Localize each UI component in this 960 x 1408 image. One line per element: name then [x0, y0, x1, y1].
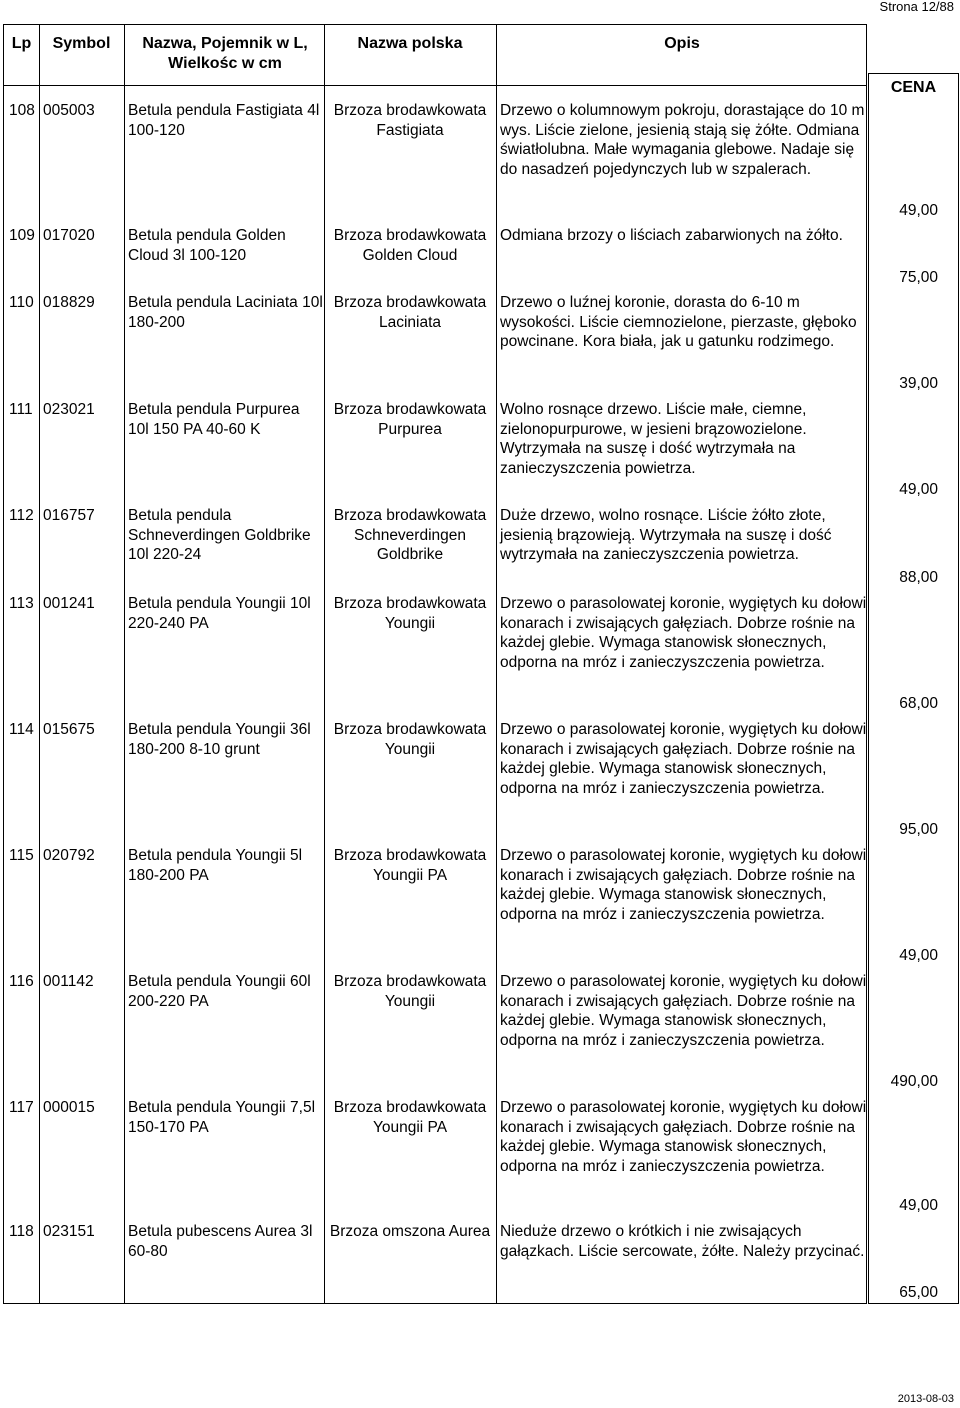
price-value: 65,00 [899, 1284, 938, 1301]
symbol-cell: 001142 [43, 973, 94, 990]
price-value: 68,00 [899, 695, 938, 712]
column-divider [124, 25, 125, 1303]
lp-cell: 117 [9, 1099, 34, 1116]
symbol-cell: 015675 [43, 721, 95, 738]
name-cell: Betula pendula Golden Cloud 3l 100-120 [128, 227, 286, 264]
polish-name-cell: Brzoza brodawkowata Youngii [333, 721, 487, 758]
polish-name-cell: Brzoza brodawkowata Youngii [333, 973, 487, 1010]
header-divider [4, 85, 866, 86]
lp-cell: 112 [9, 507, 34, 524]
header-nazwa: Nazwa, Pojemnik w L, Wielkośc w cm [142, 35, 308, 72]
page-number: Strona 12/88 [879, 0, 954, 14]
description-cell: Drzewo o kolumnowym pokroju, dorastające do 10 m wys. Liście zielone, jesienią stają się żółte. Odmiana światłolubna. Małe wymagania glebowe. Nadaje się do nasadzeń pojedynczych lub w szpalerach. [500, 102, 865, 178]
name-cell: Betula pendula Fastigiata 4l 100-120 [128, 102, 320, 139]
header-cena: CENA [890, 79, 937, 96]
name-cell: Betula pendula Youngii 7,5l 150-170 PA [128, 1099, 316, 1136]
symbol-cell: 005003 [43, 102, 95, 119]
column-divider [496, 25, 497, 1303]
price-value: 75,00 [899, 269, 938, 286]
price-value: 49,00 [899, 202, 938, 219]
polish-name-cell: Brzoza brodawkowata Purpurea [333, 401, 487, 438]
description-cell: Nieduże drzewo o krótkich i nie zwisających gałązkach. Liście sercowate, żółte. Należy przycinać. [500, 1223, 865, 1260]
description-cell: Drzewo o parasolowatej koronie, wygiętych ku dołowi konarach i zwisających gałęziach. Dobrze rośnie na każdej glebie. Wymaga stanowisk słonecznych, odporna na mróz i zanieczyszczenia powietrza. [500, 721, 867, 797]
description-cell: Drzewo o parasolowatej koronie, wygiętych ku dołowi konarach i zwisających gałęziach. Dobrze rośnie na każdej glebie. Wymaga stanowisk słonecznych, odporna na mróz i zanieczyszczenia powietrza. [500, 847, 867, 923]
lp-cell: 113 [9, 595, 34, 612]
lp-cell: 108 [9, 102, 35, 119]
description-cell: Drzewo o luźnej koronie, dorasta do 6-10 m wysokości. Liście ciemnozielone, pierzaste, głęboko powcinane. Kora biała, jak u gatunku rodzimego. [500, 294, 857, 350]
lp-cell: 118 [9, 1223, 34, 1240]
description-cell: Wolno rosnące drzewo. Liście małe, ciemne, zielonopurpurowe, w jesieni brązowozielone. Wytrzymała na suszę i dość wytrzymała na zanieczyszczenia powietrza. [500, 401, 807, 477]
polish-name-cell: Brzoza brodawkowata Laciniata [333, 294, 487, 331]
description-cell: Drzewo o parasolowatej koronie, wygiętych ku dołowi konarach i zwisających gałęziach. Dobrze rośnie na każdej glebie. Wymaga stanowisk słonecznych, odporna na mróz i zanieczyszczenia powietrza. [500, 595, 867, 671]
polish-name-cell: Brzoza brodawkowata Youngii PA [333, 1099, 487, 1136]
name-cell: Betula pendula Laciniata 10l 180-200 [128, 294, 323, 331]
symbol-cell: 016757 [43, 507, 95, 524]
header-symbol: Symbol [52, 35, 111, 52]
symbol-cell: 020792 [43, 847, 95, 864]
lp-cell: 114 [9, 721, 34, 738]
symbol-cell: 001241 [43, 595, 95, 612]
price-value: 95,00 [899, 821, 938, 838]
symbol-cell: 000015 [43, 1099, 95, 1116]
print-date: 2013-08-03 [897, 1393, 954, 1405]
polish-name-cell: Brzoza brodawkowata Youngii PA [333, 847, 487, 884]
price-value: 49,00 [899, 481, 938, 498]
name-cell: Betula pendula Youngii 36l 180-200 8-10 grunt [128, 721, 311, 758]
name-cell: Betula pendula Youngii 10l 220-240 PA [128, 595, 311, 632]
lp-cell: 110 [9, 294, 34, 311]
name-cell: Betula pubescens Aurea 3l 60-80 [128, 1223, 313, 1260]
lp-cell: 116 [9, 973, 34, 990]
symbol-cell: 023021 [43, 401, 95, 418]
header-opis: Opis [664, 35, 700, 52]
description-cell: Drzewo o parasolowatej koronie, wygiętych ku dołowi konarach i zwisających gałęziach. Dobrze rośnie na każdej glebie. Wymaga stanowisk słonecznych, odporna na mróz i zanieczyszczenia powietrza. [500, 1099, 867, 1175]
product-table [3, 24, 867, 1304]
polish-name-cell: Brzoza brodawkowata Fastigiata [333, 102, 487, 139]
polish-name-cell: Brzoza brodawkowata Schneverdingen Goldbrike [333, 507, 487, 563]
symbol-cell: 018829 [43, 294, 95, 311]
price-value: 49,00 [899, 1197, 938, 1214]
header-nazwa-polska: Nazwa polska [357, 35, 463, 52]
polish-name-cell: Brzoza brodawkowata Youngii [333, 595, 487, 632]
polish-name-cell: Brzoza brodawkowata Golden Cloud [333, 227, 487, 264]
lp-cell: 109 [9, 227, 35, 244]
price-value: 88,00 [899, 569, 938, 586]
description-cell: Odmiana brzozy o liściach zabarwionych na żółto. [500, 227, 843, 244]
lp-cell: 115 [9, 847, 34, 864]
name-cell: Betula pendula Youngii 60l 200-220 PA [128, 973, 311, 1010]
price-column [868, 73, 959, 1304]
column-divider [39, 25, 40, 1303]
header-lp: Lp [11, 35, 32, 52]
polish-name-cell: Brzoza omszona Aurea [329, 1223, 491, 1240]
price-value: 39,00 [899, 375, 938, 392]
description-cell: Duże drzewo, wolno rosnące. Liście żółto złote, jesienią brązowieją. Wytrzymała na suszę i dość wytrzymała na zanieczyszczenia powietrza. [500, 507, 832, 563]
price-value: 490,00 [890, 1073, 938, 1090]
symbol-cell: 023151 [43, 1223, 95, 1240]
name-cell: Betula pendula Schneverdingen Goldbrike 10l 220-24 [128, 507, 311, 563]
name-cell: Betula pendula Purpurea 10l 150 PA 40-60 K [128, 401, 300, 438]
price-value: 49,00 [899, 947, 938, 964]
lp-cell: 111 [9, 401, 33, 418]
description-cell: Drzewo o parasolowatej koronie, wygiętych ku dołowi konarach i zwisających gałęziach. Dobrze rośnie na każdej glebie. Wymaga stanowisk słonecznych, odporna na mróz i zanieczyszczenia powietrza. [500, 973, 867, 1049]
symbol-cell: 017020 [43, 227, 95, 244]
name-cell: Betula pendula Youngii 5l 180-200 PA [128, 847, 303, 884]
